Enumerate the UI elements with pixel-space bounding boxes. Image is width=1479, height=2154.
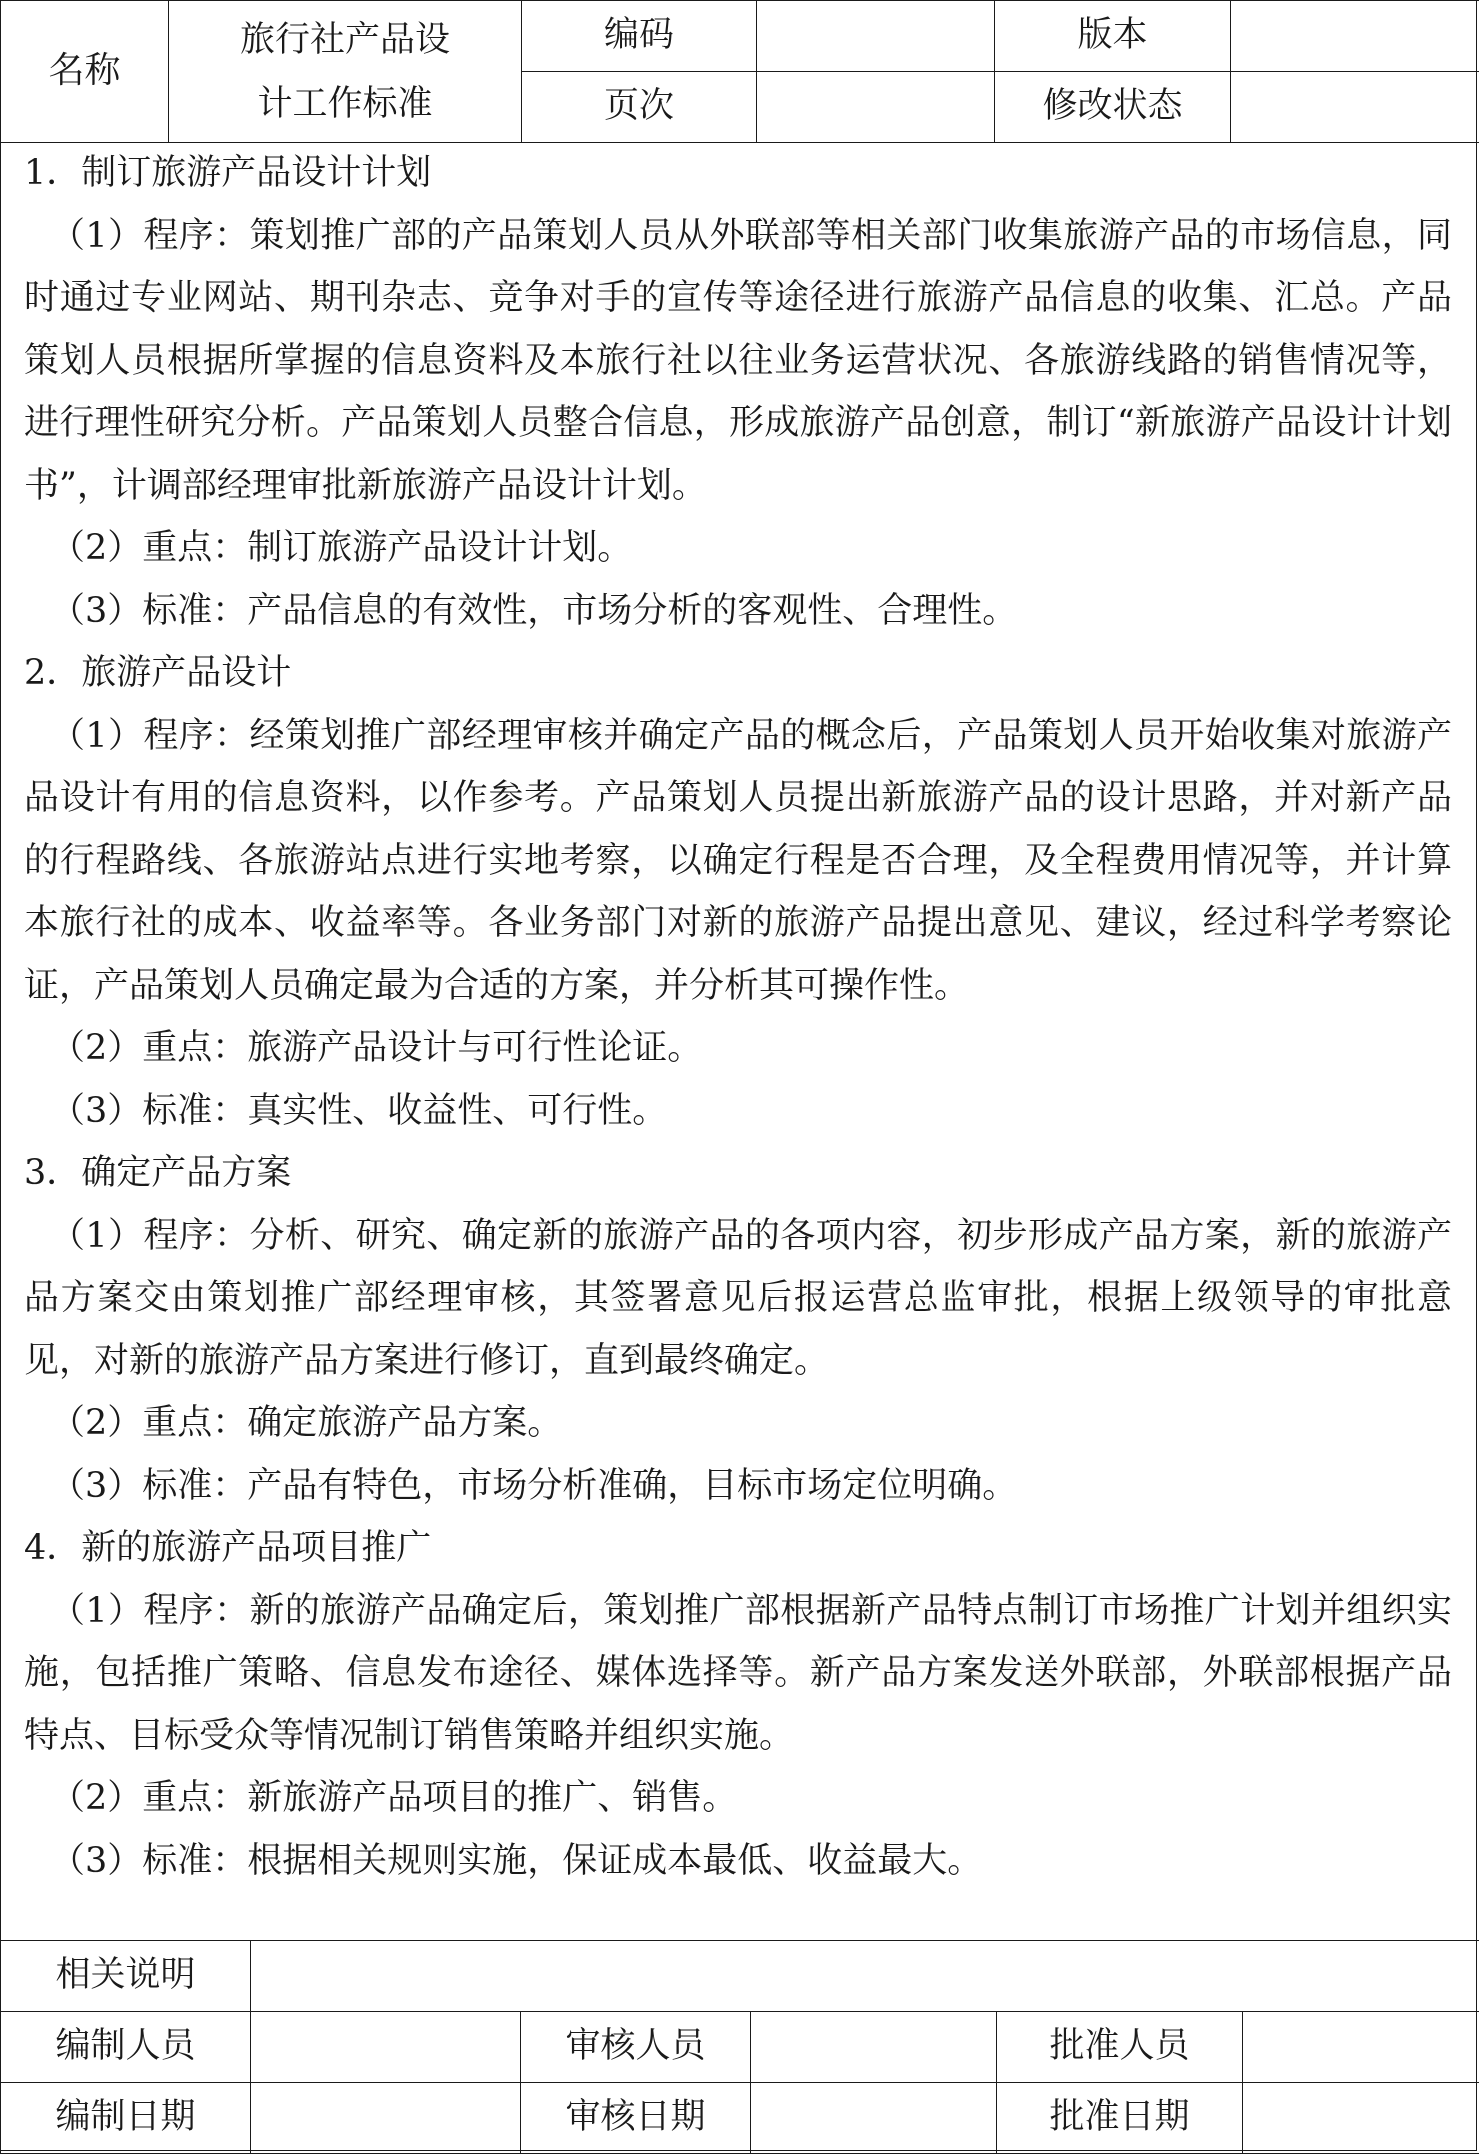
review-date-label: 审核日期 [521, 2083, 751, 2154]
version-value[interactable] [1231, 1, 1479, 72]
section-heading: 4．新的旅游产品项目推广 [24, 1517, 1452, 1580]
compiler-value[interactable] [251, 2012, 521, 2083]
header-table [0, 0, 1479, 143]
code-value[interactable] [757, 1, 995, 72]
code-label: 编码 [522, 1, 757, 72]
section-item: （1）程序：策划推广部的产品策划人员从外联部等相关部门收集旅游产品的市场信息，同时通过专业网站、期刊杂志、竞争对手的宣传等途径进行旅游产品信息的收集、汇总。产品策划人员根据所掌握的信息资料及本旅行社以往业务运营状况、各旅游线路的销售情况等，进行理性研究分析。产品策划人员整合信息，形成旅游产品创意，制订“新旅游产品设计计划书”，计调部经理审批新旅游产品设计计划。 [24, 205, 1452, 518]
revision-value[interactable] [1231, 72, 1479, 143]
reviewer-value[interactable] [751, 2012, 997, 2083]
notes-value[interactable] [251, 1941, 1479, 2012]
section-heading: 1．制订旅游产品设计计划 [24, 142, 1452, 205]
approve-date-label: 批准日期 [997, 2083, 1243, 2154]
compile-date-value[interactable] [251, 2083, 521, 2154]
approver-label: 批准人员 [997, 2012, 1243, 2083]
section-heading: 2．旅游产品设计 [24, 642, 1452, 705]
notes-label: 相关说明 [1, 1941, 251, 2012]
section-item: （1）程序：新的旅游产品确定后，策划推广部根据新产品特点制订市场推广计划并组织实施，包括推广策略、信息发布途径、媒体选择等。新产品方案发送外联部，外联部根据产品特点、目标受众等情况制订销售策略并组织实施。 [24, 1580, 1452, 1768]
section-heading: 3．确定产品方案 [24, 1142, 1452, 1205]
approve-date-value[interactable] [1243, 2083, 1479, 2154]
section-item: （3）标准：产品信息的有效性，市场分析的客观性、合理性。 [24, 580, 1452, 643]
document-title [169, 1, 522, 143]
footer-table [0, 1940, 1479, 2154]
section-item: （2）重点：制订旅游产品设计计划。 [24, 517, 1452, 580]
section-item: （2）重点：新旅游产品项目的推广、销售。 [24, 1767, 1452, 1830]
compile-date-label: 编制日期 [1, 2083, 251, 2154]
reviewer-label: 审核人员 [521, 2012, 751, 2083]
version-label: 版本 [995, 1, 1231, 72]
section-item: （2）重点：确定旅游产品方案。 [24, 1392, 1452, 1455]
page-value[interactable] [757, 72, 995, 143]
section-item: （2）重点：旅游产品设计与可行性论证。 [24, 1017, 1452, 1080]
name-label: 名称 [1, 1, 169, 143]
section-item: （3）标准：真实性、收益性、可行性。 [24, 1080, 1452, 1143]
section-item: （1）程序：经策划推广部经理审核并确定产品的概念后，产品策划人员开始收集对旅游产品设计有用的信息资料，以作参考。产品策划人员提出新旅游产品的设计思路，并对新产品的行程路线、各旅游站点进行实地考察，以确定行程是否合理，及全程费用情况等，并计算本旅行社的成本、收益率等。各业务部门对新的旅游产品提出意见、建议，经过科学考察论证，产品策划人员确定最为合适的方案，并分析其可操作性。 [24, 705, 1452, 1018]
page-label: 页次 [522, 72, 757, 143]
document-title-text: 旅行社产品设计工作标准 [230, 8, 460, 136]
section-item: （3）标准：根据相关规则实施，保证成本最低、收益最大。 [24, 1830, 1452, 1893]
compiler-label: 编制人员 [1, 2012, 251, 2083]
section-item: （1）程序：分析、研究、确定新的旅游产品的各项内容，初步形成产品方案，新的旅游产品方案交由策划推广部经理审核，其签署意见后报运营总监审批，根据上级领导的审批意见，对新的旅游产品方案进行修订，直到最终确定。 [24, 1205, 1452, 1393]
approver-value[interactable] [1243, 2012, 1479, 2083]
standard-body [24, 142, 1452, 1892]
revision-label: 修改状态 [995, 72, 1231, 143]
section-item: （3）标准：产品有特色，市场分析准确，目标市场定位明确。 [24, 1455, 1452, 1518]
review-date-value[interactable] [751, 2083, 997, 2154]
